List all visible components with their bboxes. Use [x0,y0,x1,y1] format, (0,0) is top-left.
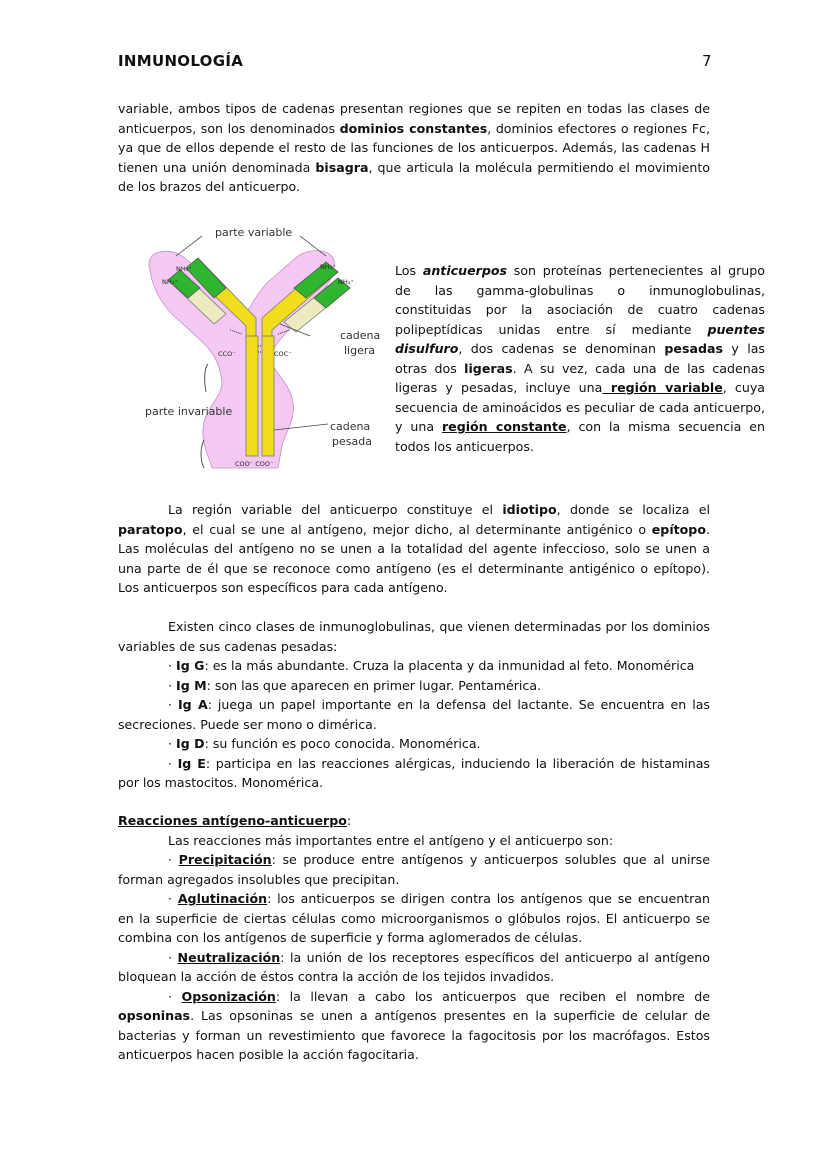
bullet: · [168,988,182,1004]
header-title: INMUNOLOGÍA [118,52,244,70]
reactions-heading-colon: : [346,813,352,828]
class-item-igg [118,656,710,676]
label-parte-variable: parte variable [215,226,293,239]
class-text: : son las que aparecen en primer lugar. Pentamérica. [206,677,542,693]
class-name: Ig M [176,677,207,693]
label-nh3-right-2: NH₃⁺ [338,278,354,286]
reaction-text: : se produce entre antígenos y anticuerpos solubles que al unirse forman agregados insolubles que precipitan. [118,852,710,887]
idiotipo-text-2: , donde se localiza el [556,502,710,517]
side-paragraph [395,261,765,456]
reaction-text: : la llevan a cabo los anticuerpos que reciben el nombre de [275,988,710,1004]
reaction-text: : los anticuerpos se dirigen contra los antígenos que se encuentran en la superficie de ciertas células como microorganismos o glóbulos rojos. El anticuerpo se combina con los antígenos de superficie y forma aglomerados de células. [118,891,710,945]
label-parte-invariable: parte invariable [145,405,233,418]
intro-text-3: , que articula la molécula permitiendo el movimiento de los brazos del anticuerpo. [118,159,710,194]
label-cadena-ligera-2: ligera [344,344,376,357]
reaction-text-2: . Las opsoninas se unen a antígenos presentes en la superficie de celular de bacterias y forman un revestimiento que favorece la fagocitosis por los macrófagos. Estos anticuerpos hacen posible la acción fagocitaria. [118,1008,710,1062]
classes-section [118,617,710,793]
side-text-2: son proteínas pertenecientes al grupo de las gamma-globulinas o inmunoglobulinas, constituidas por la asociación de cuatro cadenas polipeptídicas unidas entre sí mediante [395,263,765,337]
term-bisagra: bisagra [315,159,369,175]
label-nh3-left-1: NH₃⁺ [176,265,192,273]
bullet: · [168,949,178,965]
reaction-item-neutralizacion [118,948,710,987]
bullet: · [168,697,178,712]
label-cadena-pesada-1: cadena [330,420,371,433]
class-name: Ig G [176,658,205,673]
bullet: · [168,755,178,771]
label-coo-left: CCO⁻ [218,350,236,358]
variable-bracket-left [176,236,202,256]
term-region-variable: región variable [602,380,723,395]
reaction-text: : la unión de los receptores específicos del anticuerpo al antígeno bloquean la acción de éstos contra la acción de los tejidos invadidos. [118,949,710,984]
class-item-igm [118,676,710,696]
class-name: Ig E [177,755,206,771]
reactions-intro: Las reacciones más importantes entre el antígeno y el anticuerpo son: [168,832,614,848]
right-heavy-stem [262,336,274,456]
invariable-bracket-upper [205,364,208,392]
class-item-igd [118,734,710,754]
reaction-name: Aglutinación [177,891,268,906]
label-coo-right: COC⁻ [274,350,292,358]
bullet: · [168,891,178,906]
reaction-item-opsonizacion [118,987,710,1065]
label-nh3-right-1: NH₃⁺ [320,263,336,271]
class-name: Ig A [177,697,208,712]
idiotipo-text-1: La región variable del anticuerpo constituye el [168,502,503,517]
intro-paragraph [118,99,710,197]
reactions-heading: Reacciones antígeno-anticuerpo [118,813,347,828]
class-item-iga [118,695,710,734]
side-text-1: Los [395,263,423,278]
classes-intro: Existen cinco clases de inmunoglobulinas, que vienen determinadas por los dominios variables de sus cadenas pesadas: [118,619,710,654]
term-anticuerpos: anticuerpos [422,263,507,278]
term-puentes-disulfuro: puentes disulfuro [395,321,765,356]
term-ligeras: ligeras [464,360,513,376]
term-epitopo: epítopo [651,521,706,537]
term-pesadas: pesadas [664,341,723,356]
bullet: · [168,658,177,673]
label-cadena-pesada-2: pesada [332,435,372,448]
class-name: Ig D [176,736,205,751]
reaction-name: Neutralización [177,949,281,965]
class-text: : participa en las reacciones alérgicas, induciendo la liberación de histaminas por los mastocitos. Monomérica. [118,755,710,790]
bullet: · [168,736,177,751]
side-text-7: , con la misma secuencia en todos los anticuerpos. [395,419,765,454]
term-paratopo: paratopo [118,521,183,537]
invariable-bracket-lower [201,440,204,468]
intro-text-1: variable, ambos tipos de cadenas presentan regiones que se repiten en todas las clases de anticuerpos, son los denominados [118,101,710,136]
side-text-4: y las otras dos [395,341,765,376]
side-text-5: . A su vez, cada una de las cadenas ligeras y pesadas, incluye una [395,360,765,395]
label-nh3-left-2: NH₃⁺ [162,278,178,286]
reaction-name: Precipitación [178,852,272,867]
antibody-diagram [142,222,387,484]
side-text-3: , dos cadenas se denominan [458,341,665,356]
side-text-6: , cuya secuencia de aminoácidos es peculiar de cada anticuerpo, y una [395,380,765,434]
class-item-ige [118,754,710,793]
intro-text-2: , dominios efectores o regiones Fc, ya que de ellos depende el resto de las funciones de los anticuerpos. Además, las cadenas H tienen una unión denominada [118,120,710,175]
label-coo-bottom: COO⁻ COO⁻ [235,460,274,468]
idiotipo-text-4: . Las moléculas del antígeno no se unen a la totalidad del agente infeccioso, solo se unen a una parte de él que se reconoce como antígeno (es el determinante antigénico o epítopo). Los anticuerpos son específicos para cada antígeno. [118,521,710,595]
label-cadena-ligera-1: cadena [340,329,381,342]
reactions-section [118,811,710,1065]
class-text: : su función es poco conocida. Monomérica. [204,736,481,751]
term-opsoninas: opsoninas [118,1008,191,1023]
page-number: 7 [702,52,712,70]
idiotipo-text-3: , el cual se une al antígeno, mejor dicho, al determinante antigénico o [182,521,652,537]
class-text: : juega un papel importante en la defensa del lactante. Se encuentra en las secreciones. Puede ser mono o dimérica. [118,697,710,732]
idiotipo-paragraph [118,500,710,598]
term-idiotipo: idiotipo [502,502,557,517]
bullet: · [168,852,179,867]
left-heavy-stem [246,336,258,456]
term-region-constante: región constante [441,419,567,434]
reaction-item-precipitacion [118,850,710,889]
term-dominios-constantes: dominios constantes [339,120,488,136]
bullet: · [168,677,177,693]
reaction-name: Opsonización [181,988,276,1004]
class-text: : es la más abundante. Cruza la placenta y da inmunidad al feto. Monomérica [204,658,695,673]
reaction-item-aglutinacion [118,889,710,948]
